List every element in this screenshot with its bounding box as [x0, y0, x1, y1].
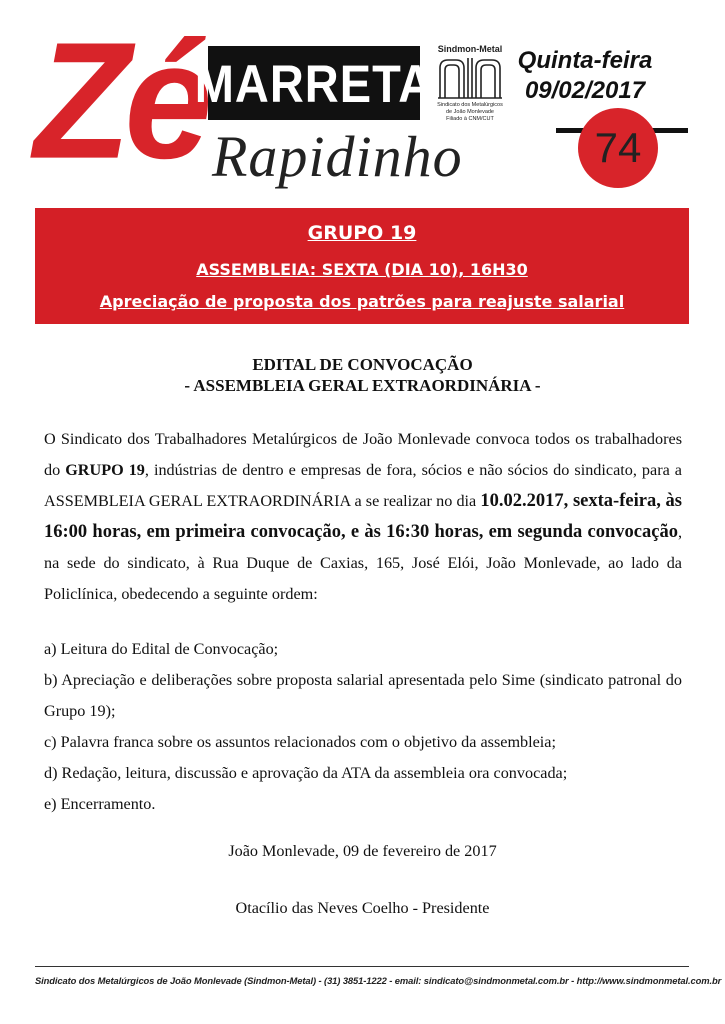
union-emblem-icon — [436, 56, 504, 100]
place-and-date: João Monlevade, 09 de fevereiro de 2017 — [228, 842, 497, 860]
agenda-list — [44, 634, 682, 820]
rapidinho-subtitle: Rapidinho — [212, 124, 463, 189]
weekday: Quinta-feira — [517, 47, 653, 74]
banner-assembly: ASSEMBLEIA: SEXTA (DIA 10), 16H30 — [196, 260, 528, 279]
masthead — [0, 0, 725, 205]
logo-name: Sindmon-Metal — [437, 44, 503, 54]
banner-topic: Apreciação de proposta dos patrões para reajuste salarial — [99, 292, 625, 311]
agenda-item: b) Apreciação e deliberações sobre proposta salarial apresentada pelo Sime (sindicato patronal do Grupo 19); — [44, 671, 682, 720]
issue-date: 09/02/2017 — [524, 77, 646, 104]
paragraph-group: GRUPO 19 — [65, 461, 145, 479]
marreta-title: MARRETA — [194, 53, 434, 113]
logo-line-3: Filiado à CNM/CUT — [446, 116, 494, 122]
notice-title: EDITAL DE CONVOCAÇÃO — [252, 355, 473, 374]
headline-banner — [35, 208, 689, 324]
ze-logo-text: Zé — [34, 8, 207, 194]
paragraph-part-3: , na sede do sindicato, à Rua Duque de Caxias, 165, José Elói, João Monlevade, ao lado da Policlínica, obedecendo a seguinte ordem: — [44, 523, 682, 603]
paragraph-part-2: , indústrias de dentro e empresas de fora, sócios e não sócios do sindicato, para a ASSEMBLEIA GERAL EXTRAORDINÁRIA a se realizar no dia — [44, 461, 682, 510]
marreta-title-box — [194, 46, 434, 120]
notice-subtitle: - ASSEMBLEIA GERAL EXTRAORDINÁRIA - — [184, 376, 541, 395]
agenda-item: e) Encerramento. — [44, 795, 156, 813]
banner-group: GRUPO 19 — [307, 222, 417, 244]
agenda-item: c) Palavra franca sobre os assuntos relacionados com o objetivo da assembleia; — [44, 733, 556, 751]
signature: Otacílio das Neves Coelho - Presidente — [235, 899, 490, 917]
footer-contact: Sindicato dos Metalúrgicos de João Monlevade (Sindmon-Metal) - (31) 3851-1222 - email: sindicato@sindmonmetal.com.br - http://www.sindmonmetal.com.br — [35, 975, 722, 986]
paragraph-part-1: O Sindicato dos Trabalhadores Metalúrgicos de João Monlevade convoca todos os trabalhadores do — [44, 430, 682, 479]
agenda-item: d) Redação, leitura, discussão e aprovação da ATA da assembleia ora convocada; — [44, 764, 568, 782]
issue-number-badge — [578, 108, 658, 188]
paragraph-date-emphasis: 10.02.2017, sexta-feira, às 16:00 horas, em primeira convocação, e às 16:30 horas, em segunda convocação — [44, 491, 682, 542]
logo-line-1: Sindicato dos Metalúrgicos — [437, 102, 503, 108]
issue-date-block — [500, 46, 670, 106]
logo-line-2: de João Monlevade — [445, 109, 494, 115]
footer-divider — [35, 966, 689, 967]
issue-number: 74 — [594, 124, 642, 171]
agenda-item: a) Leitura do Edital de Convocação; — [44, 640, 279, 658]
notice-paragraph — [44, 424, 682, 610]
